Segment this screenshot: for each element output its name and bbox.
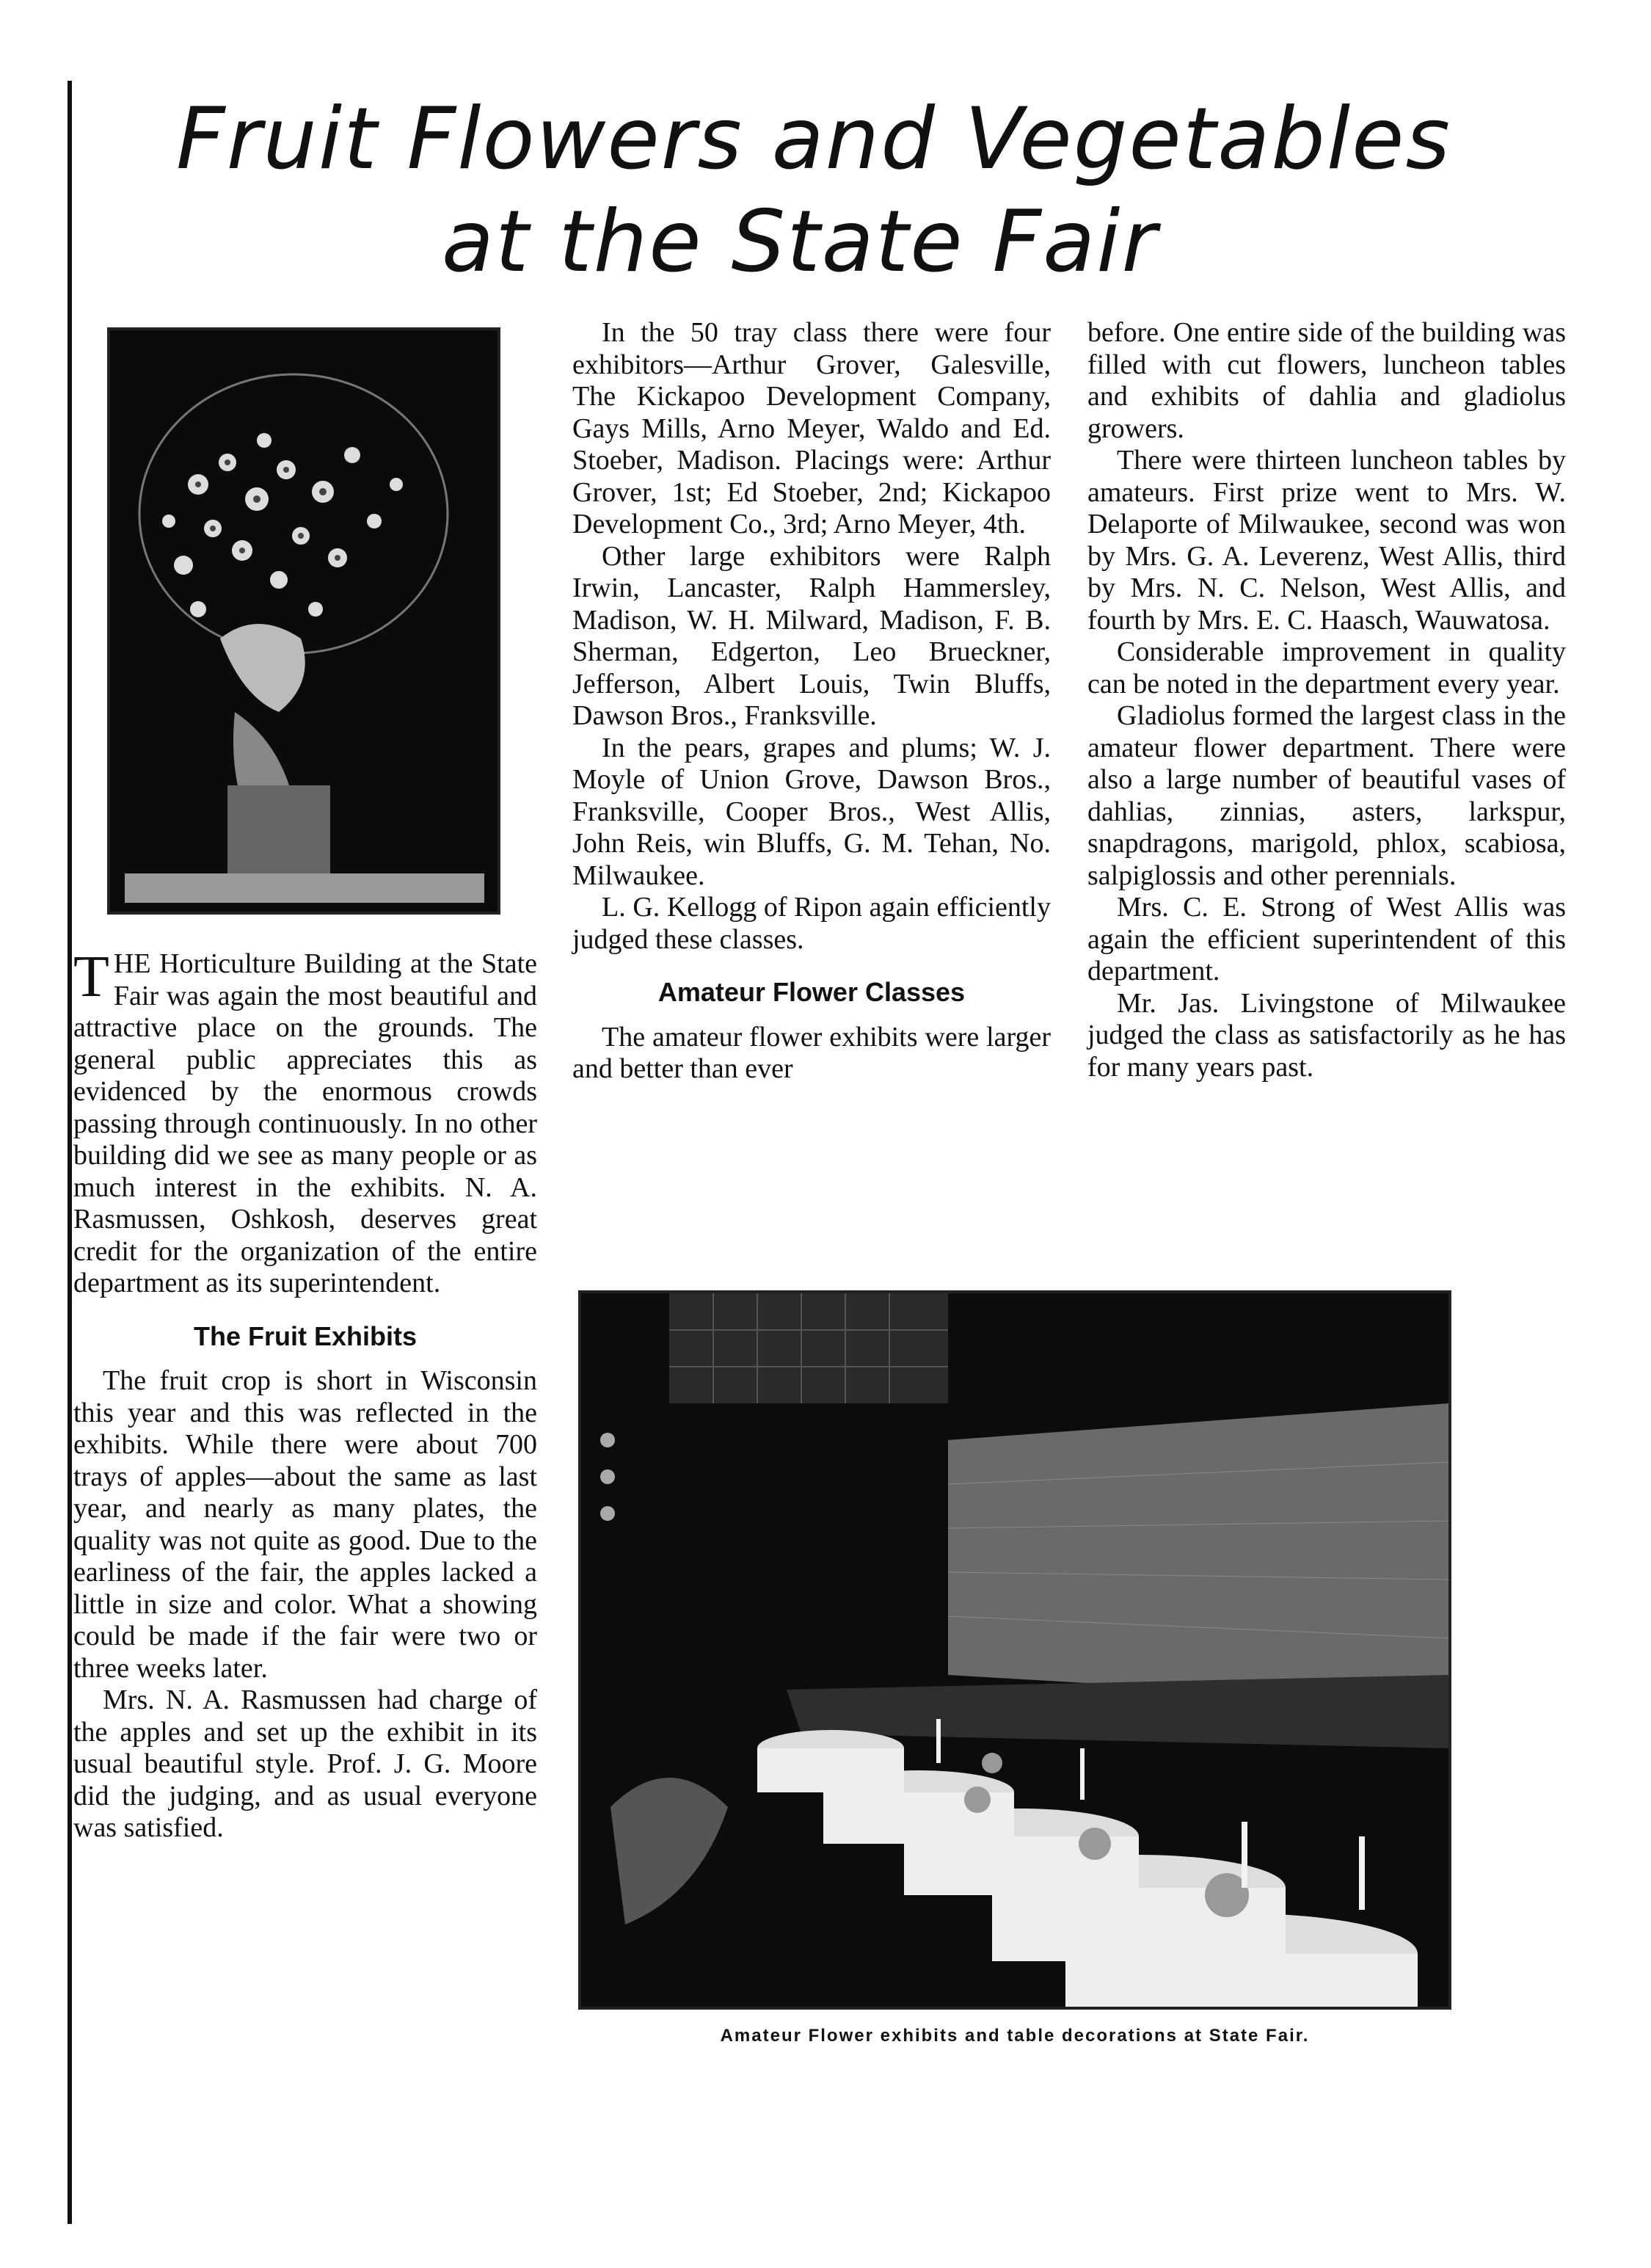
paragraph: The fruit crop is short in Wisconsin this year and this was reflected in the exhibits. While there were about 700 trays of apples—about the same as last year, and nearly as many plates, the quality was not quite as good. Due to the earliness of the fair, the apples lacked a little in size and color. What a showing could be made if the fair were two or three weeks later. [73, 1365, 537, 1684]
paragraph: Mrs. N. A. Rasmussen had charge of the apples and set up the exhibit in its usual beautiful style. Prof. J. G. Moore did the judging, and as usual everyone was satisfied. [73, 1684, 537, 1843]
column-1 [73, 945, 537, 1844]
intro-text: HE Horticulture Building at the State Fair was again the most beautiful and attractive place on the grounds. The general public appreciates this as evidenced by the enormous crowds passing through continuously. In no other building did we see as many people or as much interest in the exhibits. N. A. Rasmussen, Oshkosh, deserves great credit for the organization of the entire department as its superintendent. [73, 948, 537, 1298]
column-2 [572, 317, 1051, 1086]
section-heading-fruit: The Fruit Exhibits [193, 1320, 417, 1351]
photo-caption: Amateur Flower exhibits and table decorations at State Fair. [720, 2026, 1310, 2046]
paragraph: There were thirteen luncheon tables by amateurs. First prize went to Mrs. W. Delaporte of Milwaukee, second was won by Mrs. G. A. Leverenz, West Allis, third by Mrs. N. C. Nelson, West Allis, and fourth by Mrs. E. C. Haasch, Wauwatosa. [1087, 445, 1566, 636]
paragraph: Gladiolus formed the largest class in the amateur flower department. There were also a large number of beautiful vases of dahlias, zinnias, asters, larkspur, snapdragons, marigold, phlox, scabiosa, salpiglossis and other perennials. [1087, 700, 1566, 891]
paragraph: Other large exhibitors were Ralph Irwin, Lancaster, Ralph Hammersley, Madison, W. H. Milward, Madison, F. B. Sherman, Edgerton, Leo Brueckner, Jefferson, Albert Louis, Twin Bluffs, Dawson Bros., Franksville. [572, 540, 1051, 731]
dropcap: T [73, 945, 109, 1009]
exhibit-hall-photo [578, 1290, 1451, 2010]
title-line-2: at the State Fair [441, 192, 1159, 291]
left-margin-rule [68, 81, 72, 2224]
title-line-1: Fruit Flowers and Vegetables [176, 90, 1451, 189]
paragraph: The amateur flower exhibits were larger and better than ever [572, 1021, 1051, 1084]
paragraph: In the pears, grapes and plums; W. J. Moyle of Union Grove, Dawson Bros., Franksville, Cooper Bros., West Allis, John Reis, win Bluffs, G. M. Tehan, No. Milwaukee. [572, 732, 1051, 891]
section-heading-amateur: Amateur Flower Classes [657, 977, 966, 1007]
column-3 [1087, 317, 1566, 1083]
paragraph: Mrs. C. E. Strong of West Allis was again the efficient superintendent of this department. [1087, 892, 1566, 986]
flower-arrangement-photo [107, 327, 500, 915]
paragraph: before. One entire side of the building was filled with cut flowers, luncheon tables and exhibits of dahlia and gladiolus growers. [1087, 317, 1566, 444]
article-title [176, 88, 1451, 294]
paragraph: Considerable improvement in quality can be noted in the department every year. [1087, 636, 1566, 699]
intro-paragraph [73, 945, 537, 1300]
paragraph: L. G. Kellogg of Ripon again efficiently judged these classes. [572, 892, 1051, 955]
paragraph: Mr. Jas. Livingstone of Milwaukee judged the class as satisfactorily as he has for many years past. [1087, 987, 1566, 1083]
paragraph: In the 50 tray class there were four exhibitors—Arthur Grover, Galesville, The Kickapoo Development Company, Gays Mills, Arno Meyer, Waldo and Ed. Stoeber, Madison. Placings were: Arthur Grover, 1st; Ed Stoeber, 2nd; Kickapoo Development Co., 3rd; Arno Meyer, 4th. [572, 317, 1051, 539]
